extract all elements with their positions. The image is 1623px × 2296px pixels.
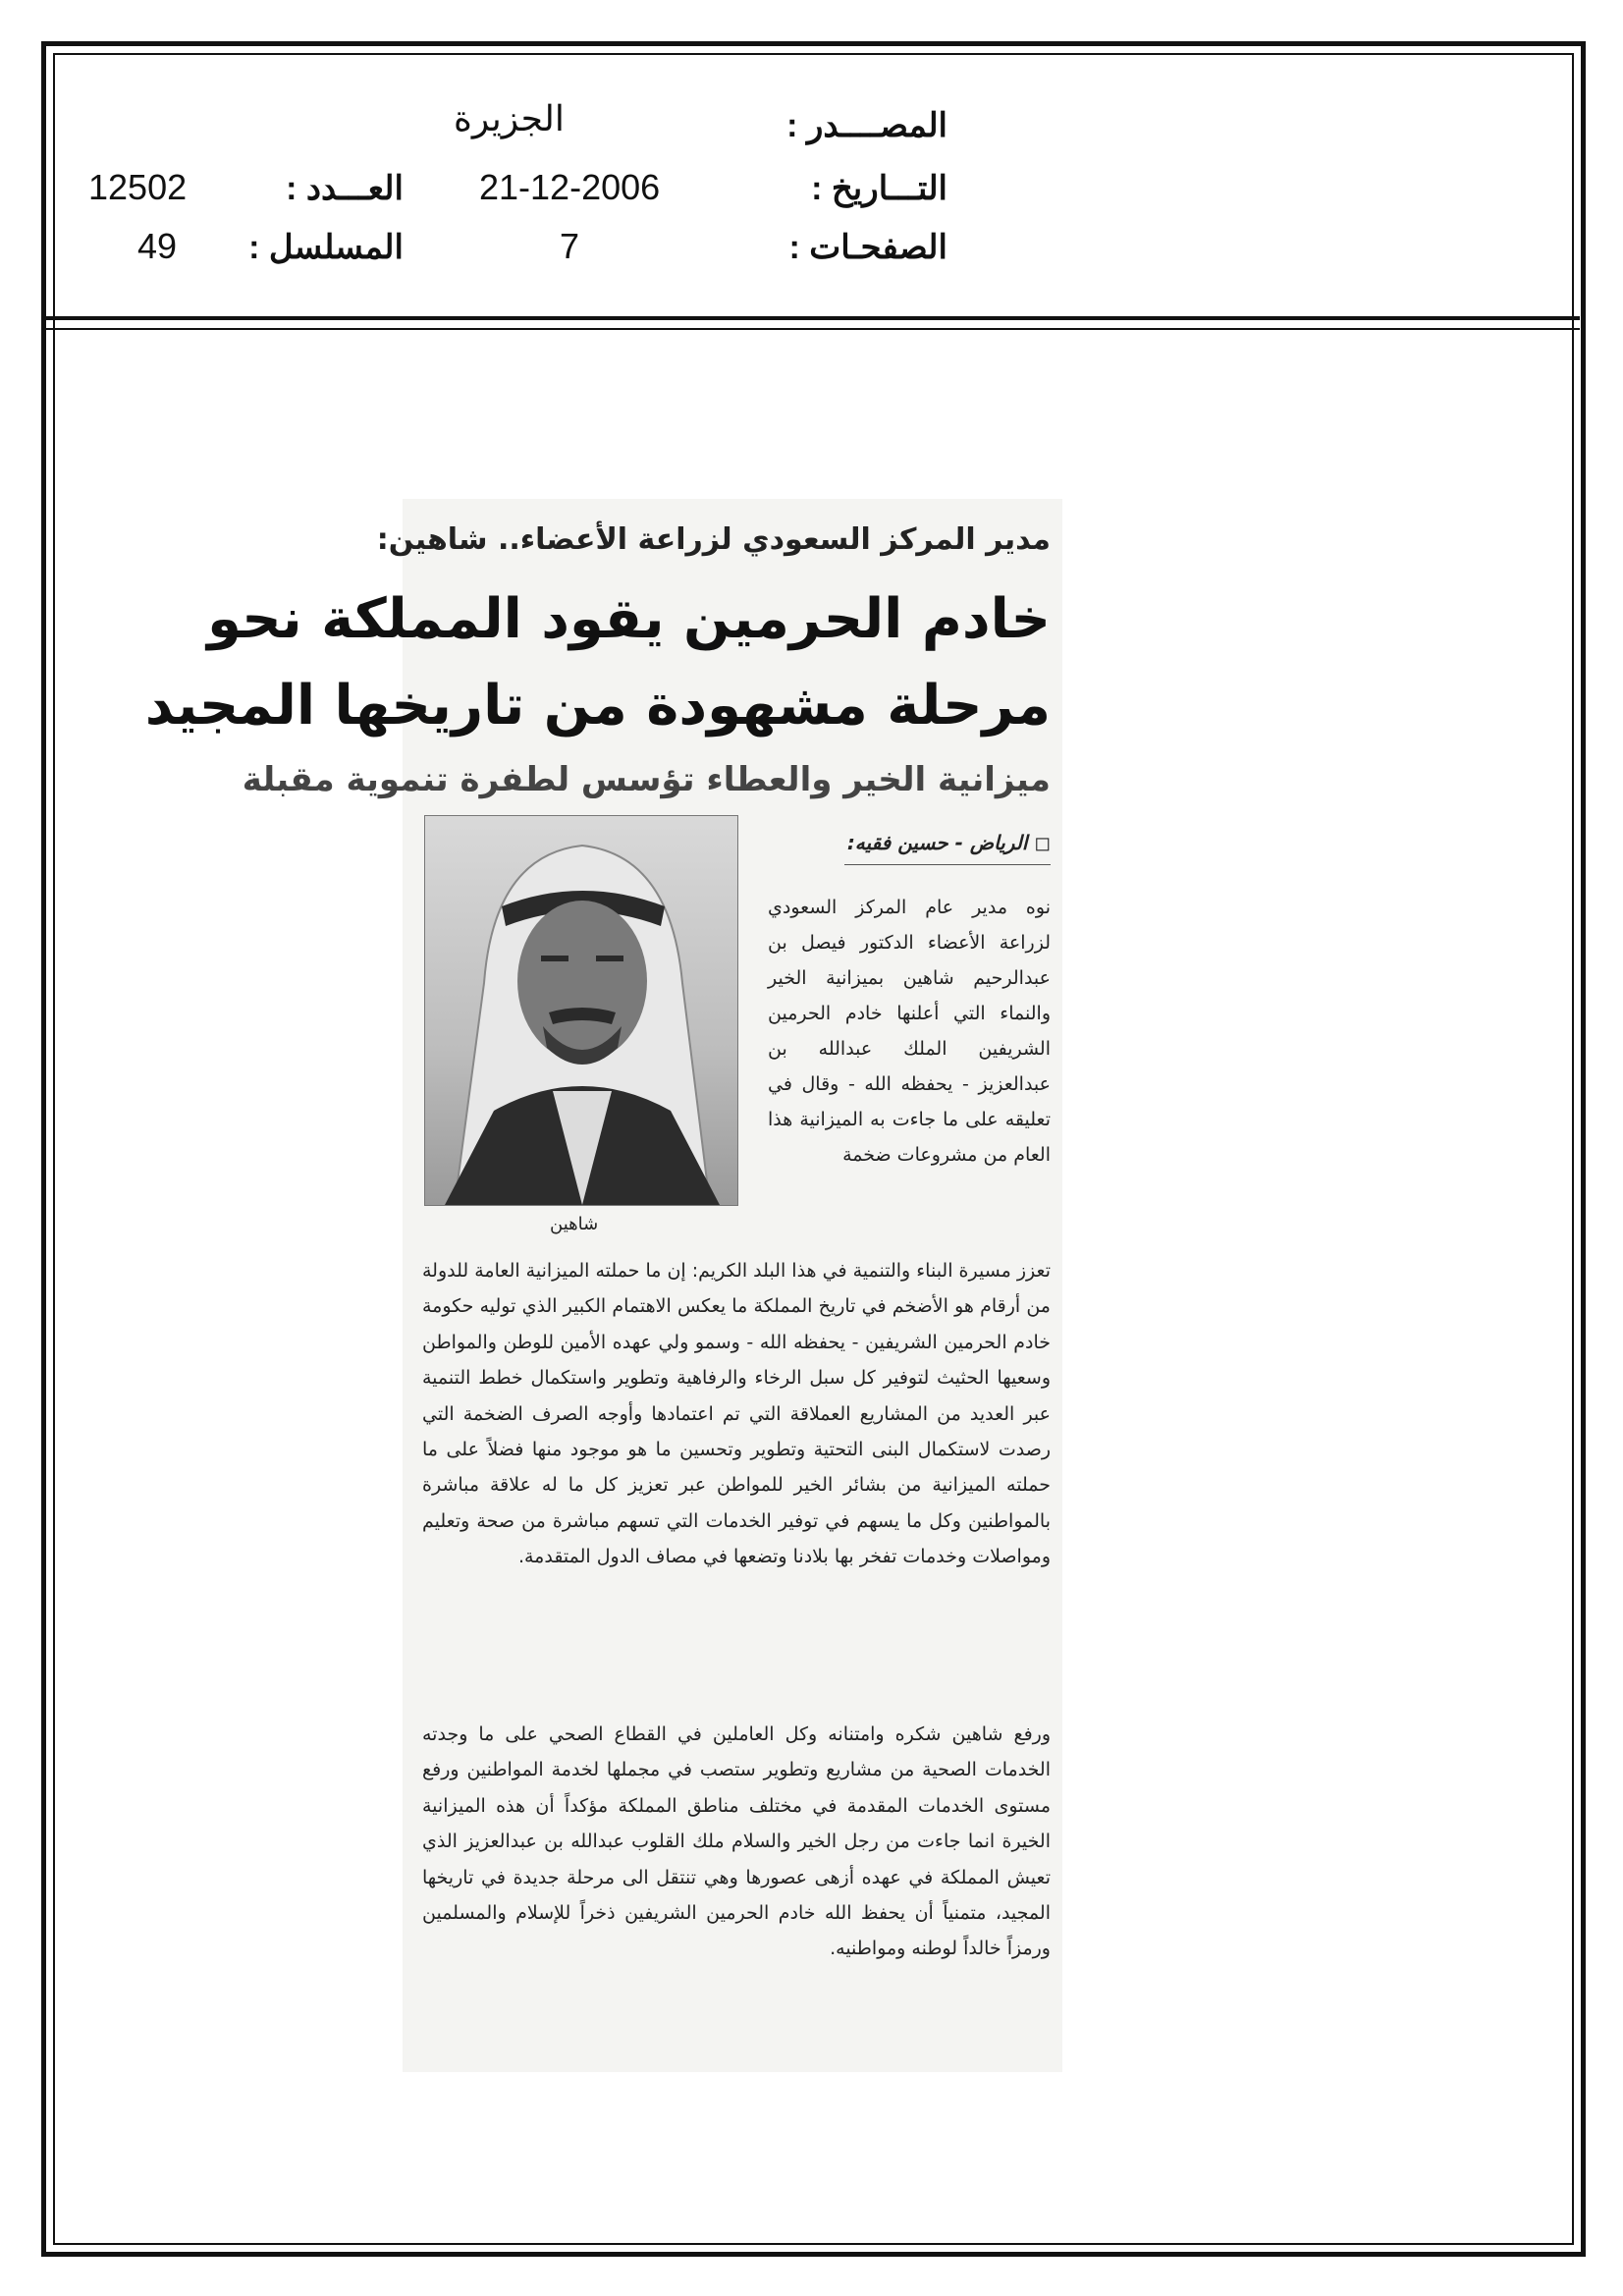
issue-label: العـــدد : xyxy=(286,170,404,207)
portrait-photo xyxy=(424,815,738,1206)
article-subheadline: ميزانية الخير والعطاء تؤسس لطفرة تنموية مقبلة xyxy=(242,760,1051,799)
article-headline-line2: مرحلة مشهودة من تاريخها المجيد xyxy=(144,674,1051,738)
article-paragraph-2: تعزز مسيرة البناء والتنمية في هذا البلد الكريم: إن ما حملته الميزانية العامة للدولة من أرقام هو الأضخم في تاريخ المملكة ما يعكس الاهتمام الكبير الذي توليه حكومة خادم الحرمين الشريفين - يحفظه الله - وسمو ولي عهده الأمين للوطن والمواطن وسعيها الحثيث لتوفير كل سبل الرخاء والرفاهية وتطوير واستكمال خطط التنمية عبر العديد من المشاريع العملاقة التي تم اعتمادها وأوجه الصرف الضخمة التي رصدت لاستكمال البنى التحتية وتطوير وتحسين ما هو موجود منها فضلاً على ما حملته الميزانية من بشائر الخير للمواطن عبر تعزيز كل ما له علاقة مباشرة بالمواطنين وكل ما يسهم في توفير الخدمات التي تسهم مباشرة من صحة وتعليم ومواصلات وخدمات تفخر بها بلادنا وتضعها في مصاف الدول المتقدمة. xyxy=(422,1260,1051,1568)
source-value: الجزيرة xyxy=(454,98,565,138)
newspaper-clipping xyxy=(144,499,1062,2072)
serial-value: 49 xyxy=(137,226,178,266)
header-divider xyxy=(43,316,1580,330)
source-label: المصــــدر : xyxy=(786,107,947,144)
portrait-figure-icon xyxy=(425,816,737,1205)
article-byline: ◻ الرياض - حسين فقيه: xyxy=(846,831,1051,854)
article-paragraph-1: نوه مدير عام المركز السعودي لزراعة الأعضاء الدكتور فيصل بن عبدالرحيم شاهين بميزانية الخير والنماء التي أعلنها خادم الحرمين الشريفين الملك عبدالله بن عبدالعزيز - يحفظه الله - وقال في تعليقه على ما جاءت به الميزانية هذا العام من مشروعات ضخمة xyxy=(768,897,1051,1166)
serial-label: المسلسل : xyxy=(248,229,404,266)
date-label: التـــاريخ : xyxy=(811,170,947,207)
article-paragraph-3: ورفع شاهين شكره وامتنانه وكل العاملين في القطاع الصحي على ما وجدته الخدمات الصحية من مشاريع وتطوير ستصب في مجملها لخدمة المواطنين ورفع مستوى الخدمات المقدمة في مختلف مناطق المملكة مؤكداً أن هذه الميزانية الخيرة انما جاءت من رجل الخير والسلام ملك القلوب عبدالله بن عبدالعزيز الذي تعيش المملكة في عهده أزهى عصورها وهي تنتقل الى مرحلة جديدة في تاريخها المجيد، متمنياً أن يحفظ الله خادم الحرمين الشريفين ذخراً للإسلام والمسلمين ورمزاً خالداً لوطنه ومواطنيه. xyxy=(422,1723,1051,1960)
pages-value: 7 xyxy=(560,226,580,266)
pages-label: الصفحـات : xyxy=(788,229,947,266)
article-headline-line1: خادم الحرمين يقود المملكة نحو xyxy=(207,587,1051,651)
photo-caption: شاهين xyxy=(550,1214,599,1234)
issue-value: 12502 xyxy=(88,167,188,207)
byline-rule xyxy=(844,864,1051,865)
article-kicker: مدير المركز السعودي لزراعة الأعضاء.. شاهين: xyxy=(376,522,1051,557)
date-value: 21-12-2006 xyxy=(479,167,661,207)
